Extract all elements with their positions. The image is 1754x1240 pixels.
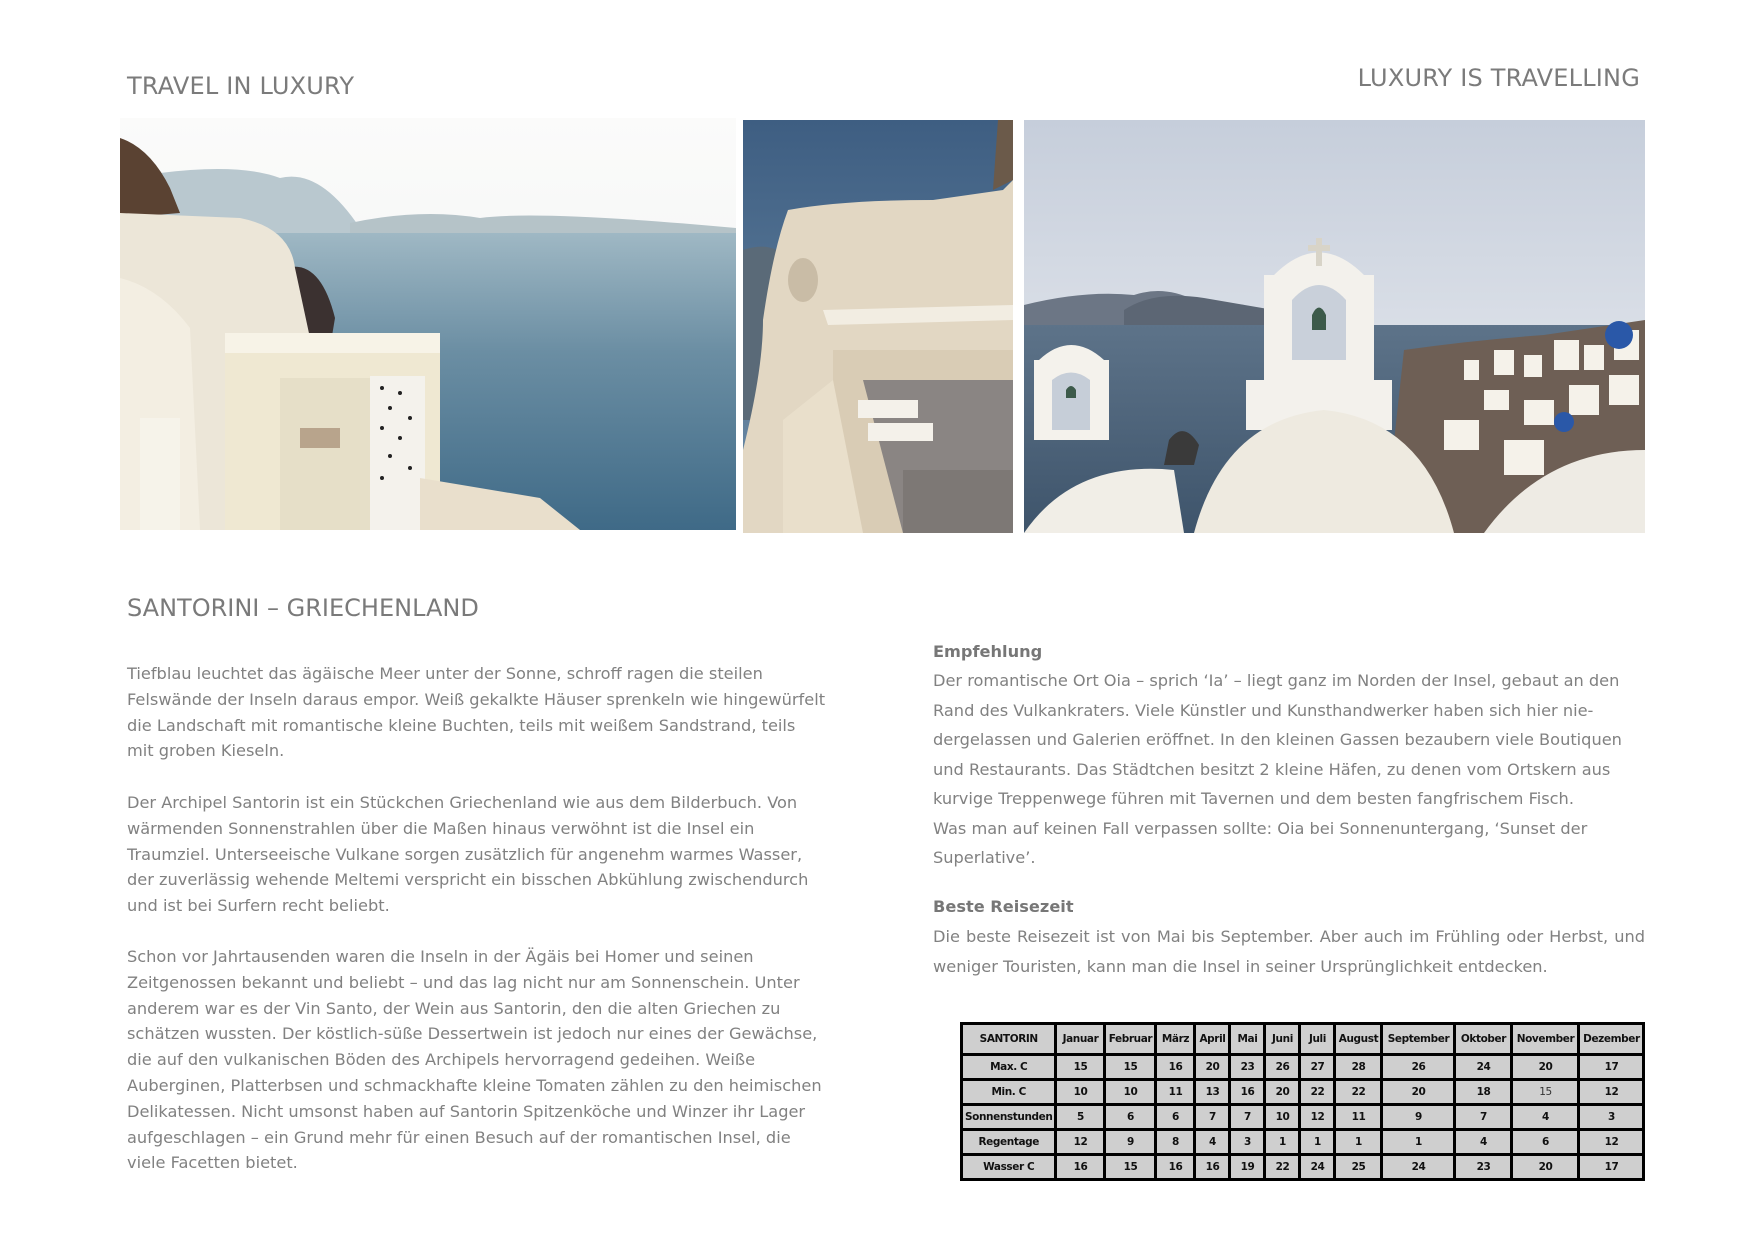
climate-cell: 12	[1056, 1130, 1105, 1155]
climate-cell: 4	[1195, 1130, 1230, 1155]
climate-cell: 15	[1105, 1155, 1156, 1180]
climate-cell: 17	[1579, 1055, 1644, 1080]
climate-cell: 24	[1455, 1055, 1512, 1080]
climate-row-label: Wasser C	[962, 1155, 1056, 1180]
header-right-title: LUXURY IS TRAVELLING	[1357, 64, 1640, 92]
climate-cell: 28	[1335, 1055, 1382, 1080]
month-header: April	[1195, 1024, 1230, 1055]
month-header: November	[1512, 1024, 1579, 1055]
month-header: Oktober	[1455, 1024, 1512, 1055]
climate-cell: 9	[1105, 1130, 1156, 1155]
climate-row-label: Min. C	[962, 1080, 1056, 1105]
climate-cell: 8	[1156, 1130, 1195, 1155]
climate-row	[962, 1105, 1644, 1130]
climate-cell: 20	[1512, 1055, 1579, 1080]
climate-cell: 15	[1512, 1080, 1579, 1105]
climate-cell: 12	[1579, 1080, 1644, 1105]
header-left-title: TRAVEL IN LUXURY	[127, 72, 355, 100]
article-paragraph: Tiefblau leuchtet das ägäische Meer unter der Sonne, schroff ragen die steilen Felswände der Inseln daraus empor. Weiß gekalkte Häuser sprenkeln wie hingewürfelt die Landschaft mit romantische kleine Buchten, teils mit weißem Sandstrand, teils mit groben Kieseln.	[127, 664, 826, 761]
climate-cell: 23	[1230, 1055, 1265, 1080]
month-header: Februar	[1105, 1024, 1156, 1055]
climate-cell: 1	[1300, 1130, 1335, 1155]
climate-cell: 5	[1056, 1105, 1105, 1130]
recommendation-text	[933, 666, 1643, 873]
climate-cell: 22	[1335, 1080, 1382, 1105]
climate-cell: 27	[1300, 1055, 1335, 1080]
climate-cell: 18	[1455, 1080, 1512, 1105]
climate-cell: 7	[1455, 1105, 1512, 1130]
climate-row	[962, 1130, 1644, 1155]
article-paragraph: Der Archipel Santorin ist ein Stückchen Griechenland wie aus dem Bilderbuch. Von wärmenden Sonnenstrahlen über die Maßen hinaus verwöhnt ist die Insel ein Traumziel. Unterseeische Vulkane sorgen zusätzlich für angenehm warmes Wasser, der zuverlässig wehende Meltemi verspricht ein bisschen Abkühlung zwischendurch und ist bei Surfern recht beliebt.	[127, 793, 809, 916]
climate-cell: 10	[1105, 1080, 1156, 1105]
climate-cell: 7	[1230, 1105, 1265, 1130]
climate-cell: 7	[1195, 1105, 1230, 1130]
month-header: September	[1382, 1024, 1455, 1055]
best-time-heading: Beste Reisezeit	[933, 897, 1074, 916]
climate-cell: 11	[1335, 1105, 1382, 1130]
climate-cell: 22	[1265, 1155, 1300, 1180]
climate-cell: 25	[1335, 1155, 1382, 1180]
photo-cliff-hotel-sea	[120, 118, 736, 530]
month-header: August	[1335, 1024, 1382, 1055]
best-time-text: Die beste Reisezeit ist von Mai bis September. Aber auch im Frühling oder Herbst, und weniger Touristen, kann man die Insel in seiner Ursprünglichkeit entdecken.	[933, 927, 1645, 976]
climate-row-label: Sonnenstunden	[962, 1105, 1056, 1130]
climate-cell: 10	[1056, 1080, 1105, 1105]
climate-cell: 16	[1195, 1155, 1230, 1180]
climate-cell: 4	[1512, 1105, 1579, 1130]
month-header: März	[1156, 1024, 1195, 1055]
climate-cell: 17	[1579, 1155, 1644, 1180]
article-paragraph: Schon vor Jahrtausenden waren die Inseln in der Ägäis bei Homer und seinen Zeitgenossen bekannt und beliebt – und das lag nicht nur am Sonnenschein. Unter anderem war es der Vin Santo, der Wein aus Santorin, den die alten Griechen zu schätzen wussten. Der köstlich-süße Dessertwein ist jedoch nur eines der Gewächse, die auf den vulkanischen Böden des Archipels hervorragend gedeihen. Weiße Auberginen, Platterbsen und schmackhafte kleine Tomaten zählen zu den heimischen Delikatessen. Nicht umsonst haben auf Santorin Spitzenköche und Winzer ihr Lager aufgeschlagen – ein Grund mehr für einen Besuch auf der romantischen Insel, die viele Facetten bietet.	[127, 947, 822, 1173]
recommendation-heading: Empfehlung	[933, 642, 1043, 661]
climate-cell: 11	[1156, 1080, 1195, 1105]
climate-row	[962, 1055, 1644, 1080]
month-header: Juli	[1300, 1024, 1335, 1055]
climate-cell: 4	[1455, 1130, 1512, 1155]
climate-cell: 16	[1230, 1080, 1265, 1105]
climate-cell: 3	[1230, 1130, 1265, 1155]
climate-corner-cell: SANTORIN	[962, 1024, 1056, 1055]
climate-cell: 3	[1579, 1105, 1644, 1130]
photo-cave-suite-terrace	[743, 120, 1013, 533]
climate-row-label: Regentage	[962, 1130, 1056, 1155]
climate-cell: 6	[1512, 1130, 1579, 1155]
climate-cell: 1	[1382, 1130, 1455, 1155]
climate-cell: 12	[1579, 1130, 1644, 1155]
climate-cell: 20	[1265, 1080, 1300, 1105]
month-header: Januar	[1056, 1024, 1105, 1055]
climate-cell: 6	[1105, 1105, 1156, 1130]
climate-cell: 10	[1265, 1105, 1300, 1130]
recommendation-text-sunset: Was man auf keinen Fall verpassen sollte: Oia bei Sonnenuntergang, ‘Sunset der Superlative’.	[933, 818, 1588, 867]
climate-cell: 26	[1382, 1055, 1455, 1080]
climate-cell: 24	[1382, 1155, 1455, 1180]
climate-cell: 15	[1056, 1055, 1105, 1080]
climate-cell: 9	[1382, 1105, 1455, 1130]
climate-row	[962, 1080, 1644, 1105]
month-header: Juni	[1265, 1024, 1300, 1055]
month-header: Mai	[1230, 1024, 1265, 1055]
climate-cell: 20	[1382, 1080, 1455, 1105]
climate-cell: 15	[1105, 1055, 1156, 1080]
climate-cell: 12	[1300, 1105, 1335, 1130]
climate-cell: 19	[1230, 1155, 1265, 1180]
climate-row-label: Max. C	[962, 1055, 1056, 1080]
month-header: Dezember	[1579, 1024, 1644, 1055]
climate-cell: 22	[1300, 1080, 1335, 1105]
climate-cell: 13	[1195, 1080, 1230, 1105]
climate-cell: 26	[1265, 1055, 1300, 1080]
climate-cell: 20	[1195, 1055, 1230, 1080]
climate-cell: 16	[1156, 1155, 1195, 1180]
climate-cell: 23	[1455, 1155, 1512, 1180]
photo-oia-bell-towers	[1024, 120, 1645, 533]
climate-table	[960, 1022, 1645, 1181]
climate-cell: 6	[1156, 1105, 1195, 1130]
climate-cell: 16	[1156, 1055, 1195, 1080]
climate-header-row	[962, 1024, 1644, 1055]
climate-cell: 20	[1512, 1155, 1579, 1180]
climate-cell: 16	[1056, 1155, 1105, 1180]
climate-cell: 1	[1265, 1130, 1300, 1155]
climate-cell: 1	[1335, 1130, 1382, 1155]
recommendation-text-main: Der romantische Ort Oia – sprich ‘Ia’ – liegt ganz im Norden der Insel, gebaut an den Rand des Vulkankraters. Viele Künstler und Kunsthandwerker haben sich hier nie-dergelassen und Galerien eröffnet. In den kleinen Gassen bezaubern viele Boutiquen und Restaurants. Das Städtchen besitzt 2 kleine Häfen, zu denen vom Ortskern aus kurvige Treppenwege führen mit Tavernen und dem besten fangfrischem Fisch.	[933, 671, 1622, 808]
climate-cell: 24	[1300, 1155, 1335, 1180]
article-title: SANTORINI – GRIECHENLAND	[127, 594, 479, 622]
climate-row	[962, 1155, 1644, 1180]
